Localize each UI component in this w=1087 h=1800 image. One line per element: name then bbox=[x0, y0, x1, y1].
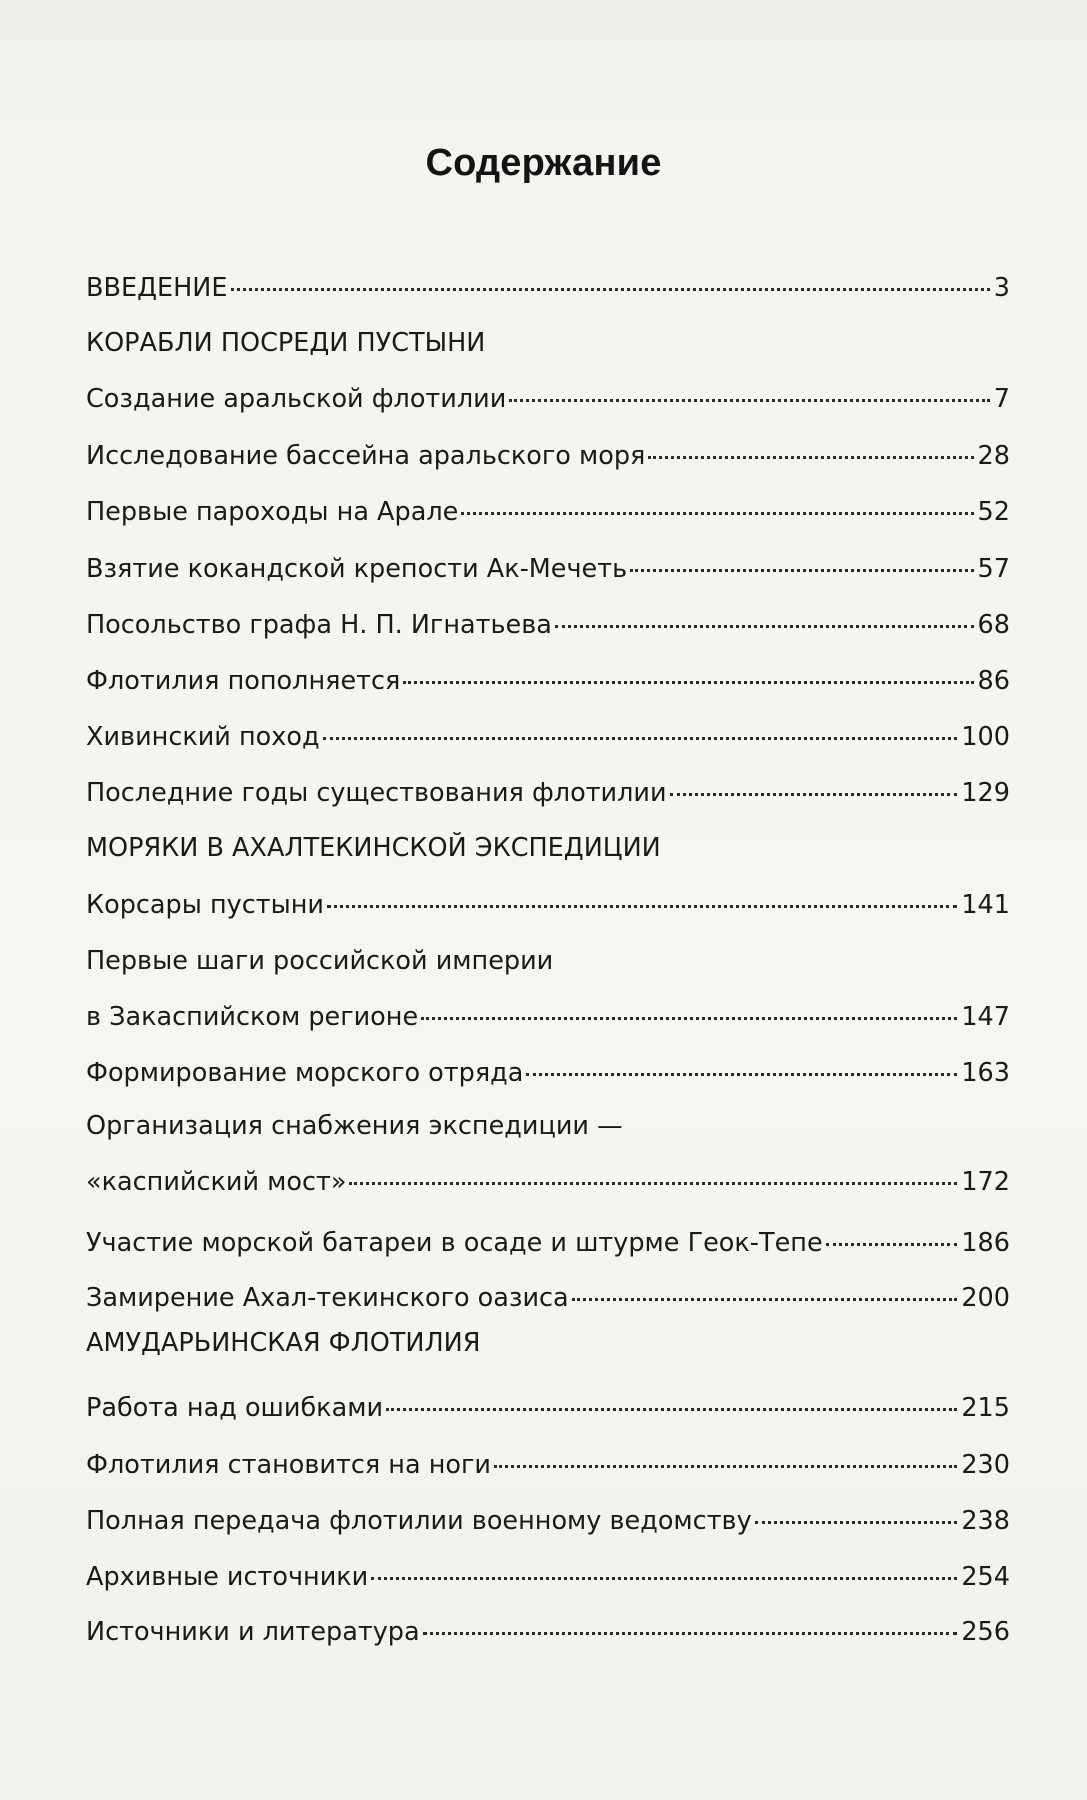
entry-page-number: 147 bbox=[961, 1002, 1010, 1032]
entry-title: Посольство графа Н. П. Игнатьева bbox=[86, 610, 552, 640]
toc-entry bbox=[86, 496, 1010, 528]
section-heading-part-3: АМУДАРЬИНСКАЯ ФЛОТИЛИЯ bbox=[86, 1328, 481, 1358]
entry-title-line-1: Первые шаги российской империи bbox=[86, 946, 554, 976]
entry-page-number: 86 bbox=[977, 666, 1010, 696]
dot-leader bbox=[231, 288, 990, 291]
dot-leader bbox=[509, 399, 989, 402]
toc-entry bbox=[86, 1057, 1010, 1089]
toc-entry bbox=[86, 1561, 1010, 1593]
entry-page-number: 172 bbox=[961, 1167, 1010, 1197]
entry-page-number: 256 bbox=[961, 1617, 1010, 1647]
toc-entry bbox=[86, 1449, 1010, 1481]
entry-title: в Закаспийском регионе bbox=[86, 1002, 419, 1032]
toc-entry bbox=[86, 553, 1010, 585]
dot-leader bbox=[555, 625, 974, 628]
dot-leader bbox=[323, 737, 958, 740]
entry-title: Полная передача флотилии военному ведомству bbox=[86, 1506, 752, 1536]
dot-leader bbox=[371, 1577, 957, 1580]
dot-leader bbox=[403, 681, 973, 684]
toc-entry bbox=[86, 721, 1010, 753]
entry-page-number: 200 bbox=[961, 1283, 1010, 1313]
toc-entry bbox=[86, 609, 1010, 641]
entry-title: Архивные источники bbox=[86, 1562, 369, 1592]
dot-leader bbox=[423, 1632, 958, 1635]
dot-leader bbox=[755, 1521, 958, 1524]
entry-page-number: 230 bbox=[961, 1450, 1010, 1480]
entry-title: Исследование бассейна аральского моря bbox=[86, 441, 646, 471]
toc-entry bbox=[86, 440, 1010, 472]
entry-title: ВВЕДЕНИЕ bbox=[86, 273, 228, 303]
entry-page-number: 100 bbox=[961, 722, 1010, 752]
page-title: Содержание bbox=[425, 142, 662, 184]
toc-entry bbox=[86, 889, 1010, 921]
entry-title: Работа над ошибками bbox=[86, 1393, 384, 1423]
entry-page-number: 186 bbox=[961, 1228, 1010, 1258]
entry-page-number: 28 bbox=[977, 441, 1010, 471]
entry-title: Флотилия становится на ноги bbox=[86, 1450, 491, 1480]
entry-title: Взятие кокандской крепости Ак-Мечеть bbox=[86, 554, 628, 584]
section-heading-part-1: КОРАБЛИ ПОСРЕДИ ПУСТЫНИ bbox=[86, 328, 486, 358]
dot-leader bbox=[421, 1017, 957, 1020]
entry-title: Корсары пустыни bbox=[86, 890, 324, 920]
entry-page-number: 52 bbox=[977, 497, 1010, 527]
toc-entry bbox=[86, 383, 1010, 415]
dot-leader bbox=[572, 1298, 958, 1301]
entry-title: «каспийский мост» bbox=[86, 1167, 347, 1197]
entry-title: Создание аральской флотилии bbox=[86, 384, 507, 414]
toc-entry bbox=[86, 1616, 1010, 1648]
toc-entry bbox=[86, 777, 1010, 809]
entry-title: Флотилия пополняется bbox=[86, 666, 401, 696]
section-heading-part-2: МОРЯКИ В АХАЛТЕКИНСКОЙ ЭКСПЕДИЦИИ bbox=[86, 833, 661, 863]
entry-page-number: 57 bbox=[977, 554, 1010, 584]
dot-leader bbox=[494, 1465, 957, 1468]
entry-title: Источники и литература bbox=[86, 1617, 420, 1647]
dot-leader bbox=[670, 793, 958, 796]
dot-leader bbox=[648, 456, 973, 459]
entry-page-number: 3 bbox=[993, 273, 1010, 303]
entry-title: Замирение Ахал-текинского оазиса bbox=[86, 1283, 569, 1313]
dot-leader bbox=[826, 1243, 958, 1246]
toc-entry bbox=[86, 1166, 1010, 1198]
toc-entry bbox=[86, 1227, 1010, 1259]
toc-entry bbox=[86, 1001, 1010, 1033]
entry-page-number: 254 bbox=[961, 1562, 1010, 1592]
dot-leader bbox=[327, 905, 957, 908]
entry-page-number: 141 bbox=[961, 890, 1010, 920]
toc-entry bbox=[86, 665, 1010, 697]
entry-page-number: 68 bbox=[977, 610, 1010, 640]
entry-page-number: 7 bbox=[993, 384, 1010, 414]
entry-page-number: 163 bbox=[961, 1058, 1010, 1088]
entry-title: Последние годы существования флотилии bbox=[86, 778, 667, 808]
dot-leader bbox=[349, 1182, 957, 1185]
entry-title-line-1: Организация снабжения экспедиции — bbox=[86, 1111, 623, 1141]
dot-leader bbox=[461, 512, 973, 515]
toc-entry-introduction bbox=[86, 272, 1010, 304]
dot-leader bbox=[526, 1073, 957, 1076]
entry-page-number: 215 bbox=[961, 1393, 1010, 1423]
table-of-contents bbox=[86, 0, 1010, 1800]
toc-entry bbox=[86, 1505, 1010, 1537]
entry-title: Первые пароходы на Арале bbox=[86, 497, 459, 527]
entry-page-number: 238 bbox=[961, 1506, 1010, 1536]
toc-entry bbox=[86, 1392, 1010, 1424]
entry-title: Хивинский поход bbox=[86, 722, 320, 752]
entry-page-number: 129 bbox=[961, 778, 1010, 808]
toc-entry bbox=[86, 1282, 1010, 1314]
entry-title: Формирование морского отряда bbox=[86, 1058, 524, 1088]
entry-title: Участие морской батареи в осаде и штурме Геок-Тепе bbox=[86, 1228, 823, 1258]
dot-leader bbox=[386, 1408, 957, 1411]
dot-leader bbox=[630, 569, 973, 572]
